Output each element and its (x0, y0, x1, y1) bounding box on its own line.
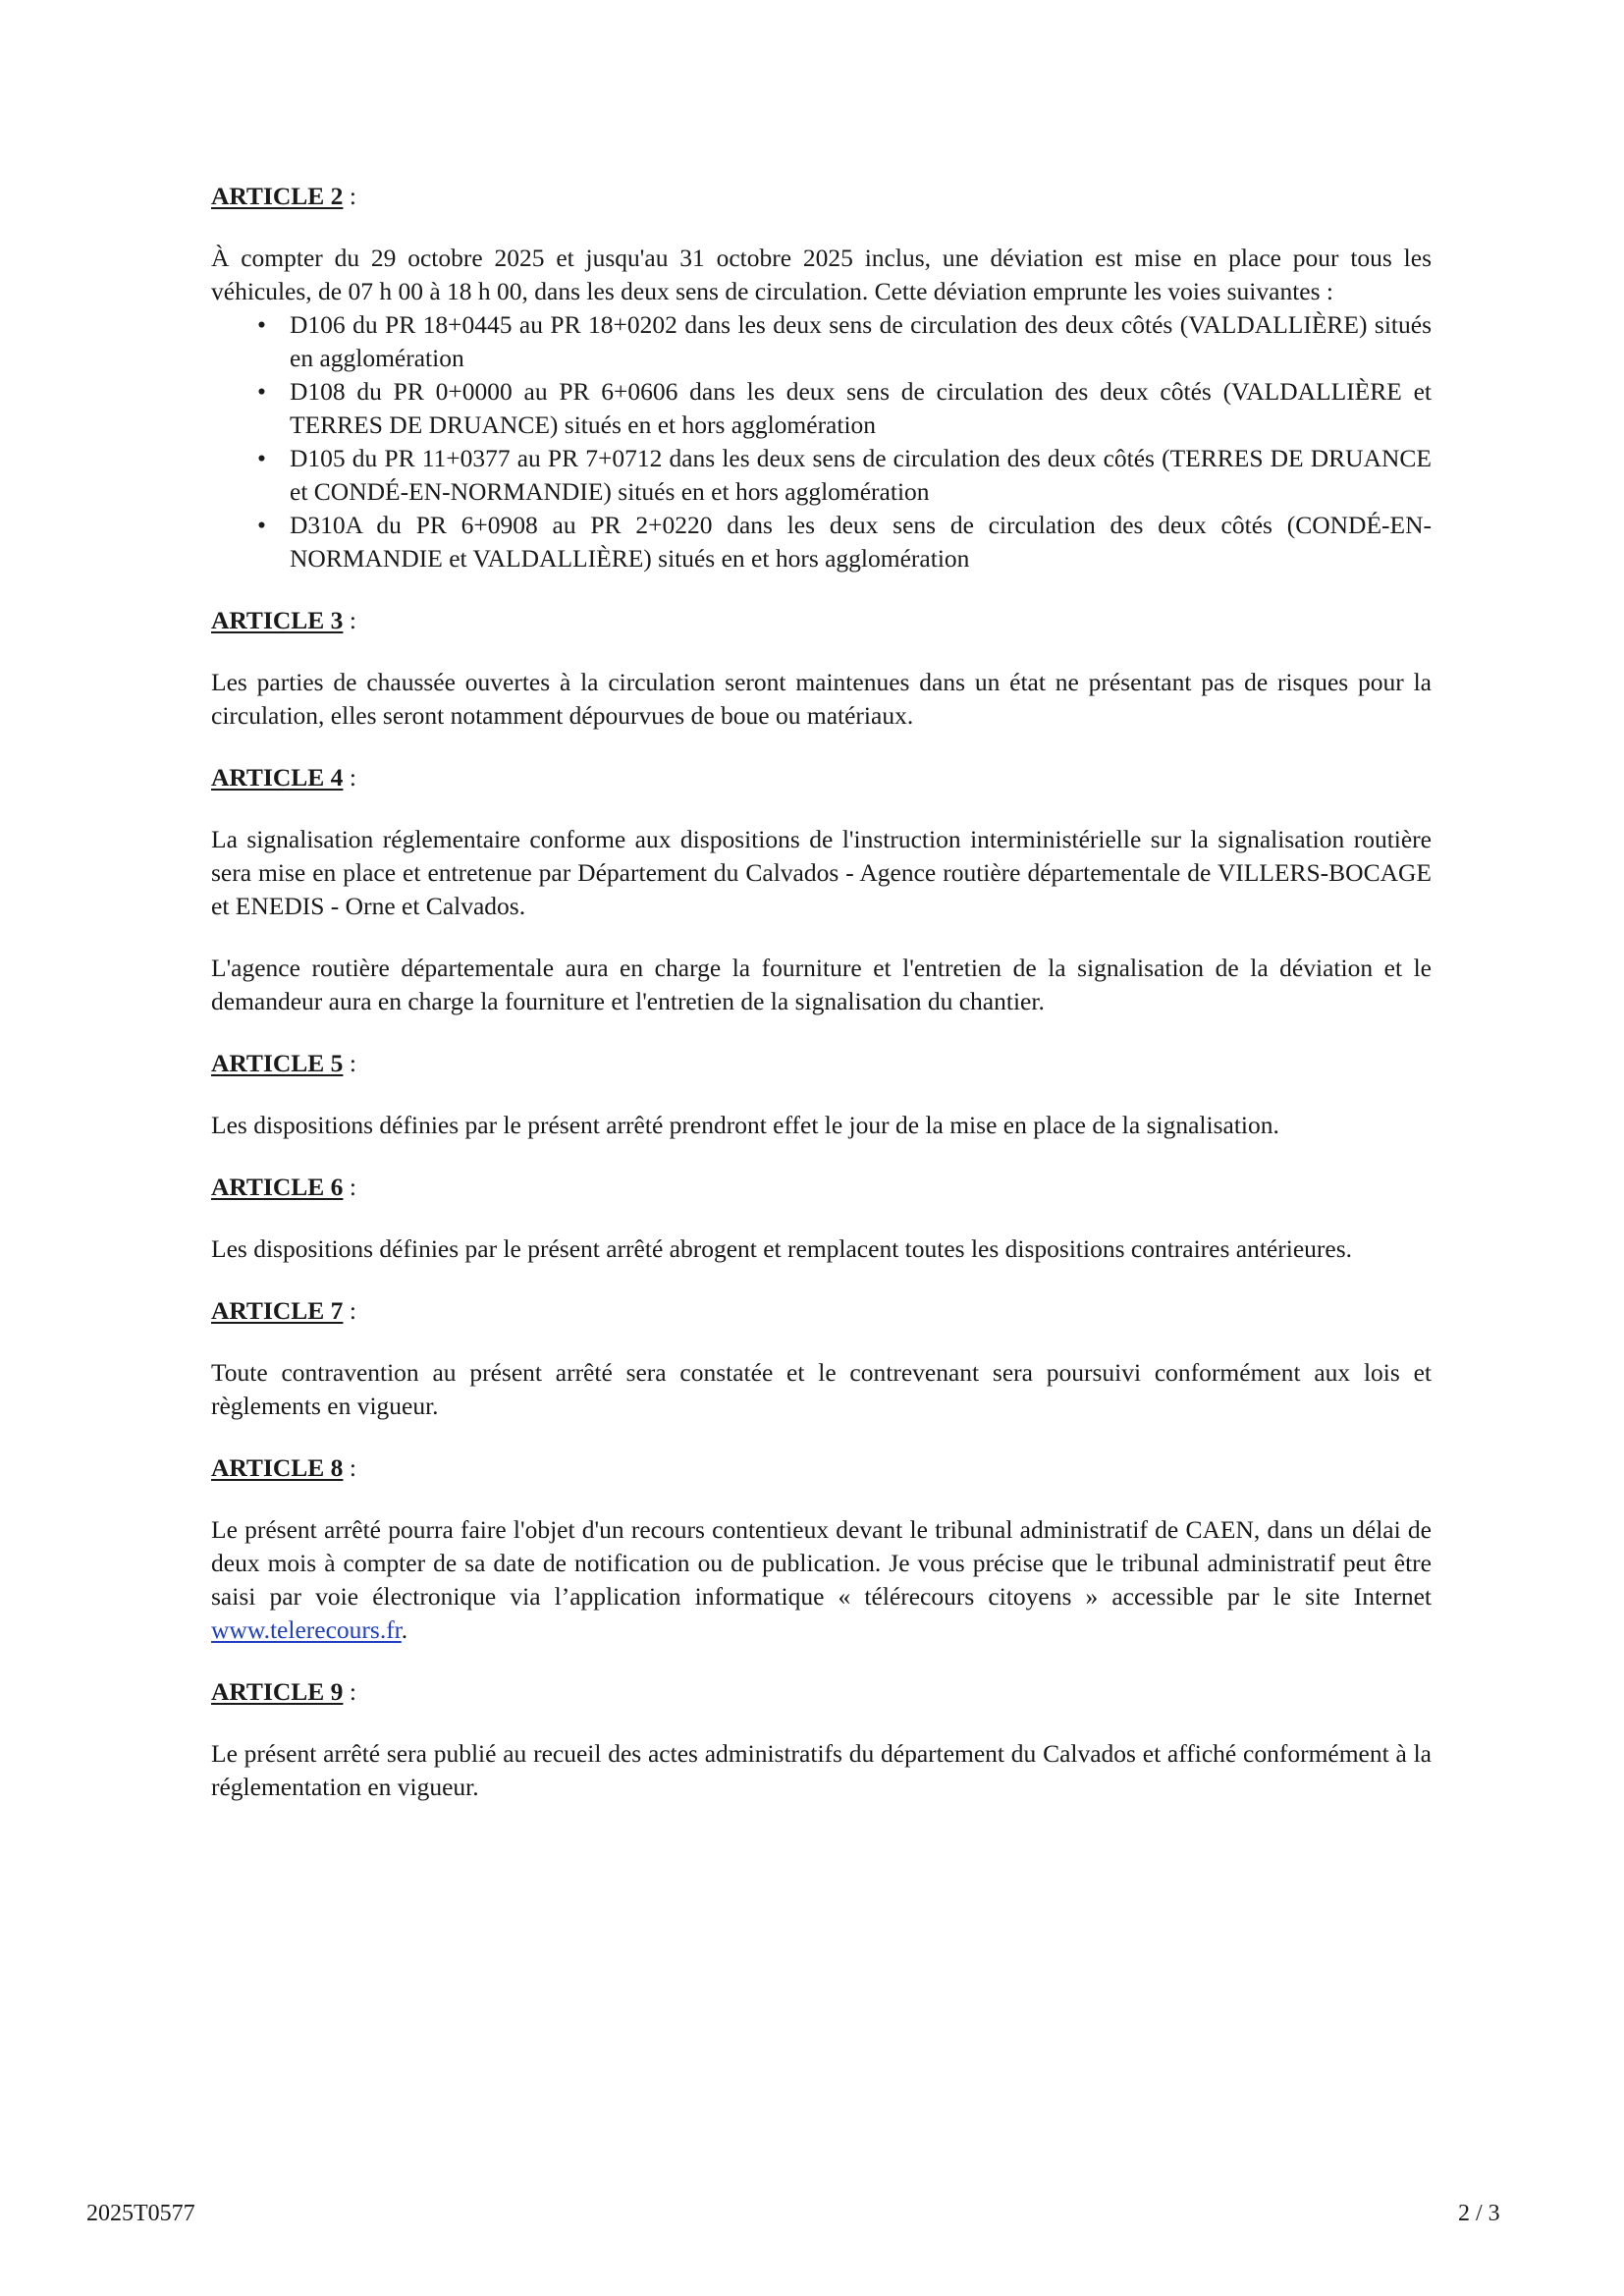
article-3-text: Les parties de chaussée ouvertes à la circulation seront maintenues dans un état ne présentant pas de risques pour la circulation, elles seront notamment dépourvues de boue ou matériaux. (211, 668, 1432, 730)
article-8-text: Le présent arrêté pourra faire l'objet d'un recours contentieux devant le tribunal administratif de CAEN, dans un délai de deux mois à compter de sa date de notification ou de publication. Je vous précise que le tribunal administratif peut être saisi par voie électronique via l’application informatique « télérecours citoyens » accessible par le site Internet (211, 1515, 1432, 1611)
article-2-title: ARTICLE 2 (211, 182, 344, 210)
article-3-colon: : (349, 606, 356, 634)
article-6-title: ARTICLE 6 (211, 1173, 344, 1201)
road-list-item-text: D310A du PR 6+0908 au PR 2+0220 dans les deux sens de circulation des deux côtés (CONDÉ-EN-NORMANDIE et VALDALLIÈRE) situés en et hors agglomération (290, 511, 1432, 573)
telerecours-link[interactable]: www.telerecours.fr (211, 1615, 402, 1644)
road-list-item-text: D108 du PR 0+0000 au PR 6+0606 dans les deux sens de circulation des deux côtés (VALDALLIÈRE et TERRES DE DRUANCE) situés en et hors agglomération (290, 377, 1432, 439)
article-6-text: Les dispositions définies par le présent arrêté abrogent et remplacent toutes les dispositions contraires antérieures. (211, 1234, 1353, 1263)
bullet-icon: • (257, 310, 266, 339)
article-6-colon: : (349, 1173, 356, 1201)
article-9-title: ARTICLE 9 (211, 1677, 344, 1706)
bullet-icon: • (257, 511, 266, 539)
bullet-icon: • (257, 444, 266, 472)
article-7-title: ARTICLE 7 (211, 1296, 344, 1325)
article-4-text-1: La signalisation réglementaire conforme aux dispositions de l'instruction interministérielle sur la signalisation routière sera mise en place et entretenue par Département du Calvados - Agence routière départementale de VILLERS-BOCAGE et ENEDIS - Orne et Calvados. (211, 825, 1432, 920)
bullet-icon: • (257, 377, 266, 406)
article-2-heading (211, 180, 1432, 213)
article-5-text: Les dispositions définies par le présent arrêté prendront effet le jour de la mise en place de la signalisation. (211, 1111, 1279, 1139)
article-6-heading (211, 1171, 1432, 1204)
article-9-colon: : (349, 1677, 356, 1706)
article-4-heading (211, 761, 1432, 794)
article-3-heading (211, 604, 1432, 637)
article-8-end: . (401, 1615, 408, 1644)
article-8-title: ARTICLE 8 (211, 1453, 344, 1482)
article-8-paragraph (211, 1513, 1432, 1647)
article-9-text: Le présent arrêté sera publié au recueil des actes administratifs du département du Calvados et affiché conformément à la réglementation en vigueur. (211, 1739, 1432, 1801)
road-list-item (257, 442, 1432, 509)
article-9-heading (211, 1675, 1432, 1709)
document-body (211, 180, 1432, 1832)
article-2-road-list (211, 308, 1432, 575)
article-7-text: Toute contravention au présent arrêté sera constatée et le contrevenant sera poursuivi conformément aux lois et règlements en vigueur. (211, 1358, 1432, 1420)
article-8-colon: : (349, 1453, 356, 1482)
article-4-title: ARTICLE 4 (211, 763, 344, 792)
article-7-colon: : (349, 1296, 356, 1325)
road-list-item-text: D106 du PR 18+0445 au PR 18+0202 dans les deux sens de circulation des deux côtés (VALDALLIÈRE) situés en agglomération (290, 310, 1432, 372)
article-3-title: ARTICLE 3 (211, 606, 344, 634)
footer-page-number: 2 / 3 (1458, 2201, 1500, 2226)
article-5-heading (211, 1047, 1432, 1080)
footer-reference: 2025T0577 (86, 2201, 195, 2226)
article-7-heading (211, 1294, 1432, 1328)
road-list-item (257, 509, 1432, 575)
article-5-colon: : (349, 1049, 356, 1077)
article-8-heading (211, 1451, 1432, 1485)
article-4-colon: : (349, 763, 356, 792)
road-list-item-text: D105 du PR 11+0377 au PR 7+0712 dans les deux sens de circulation des deux côtés (TERRES DE DRUANCE et CONDÉ-EN-NORMANDIE) situés en et hors agglomération (290, 444, 1432, 506)
article-4-text-2: L'agence routière départementale aura en charge la fourniture et l'entretien de la signalisation de la déviation et le demandeur aura en charge la fourniture et l'entretien de la signalisation du chantier. (211, 954, 1432, 1015)
article-2-colon: : (349, 182, 356, 210)
article-2-intro: À compter du 29 octobre 2025 et jusqu'au 31 octobre 2025 inclus, une déviation est mise en place pour tous les véhicules, de 07 h 00 à 18 h 00, dans les deux sens de circulation. Cette déviation emprunte les voies suivantes : (211, 244, 1432, 305)
road-list-item (257, 308, 1432, 375)
road-list-item (257, 375, 1432, 442)
article-5-title: ARTICLE 5 (211, 1049, 344, 1077)
